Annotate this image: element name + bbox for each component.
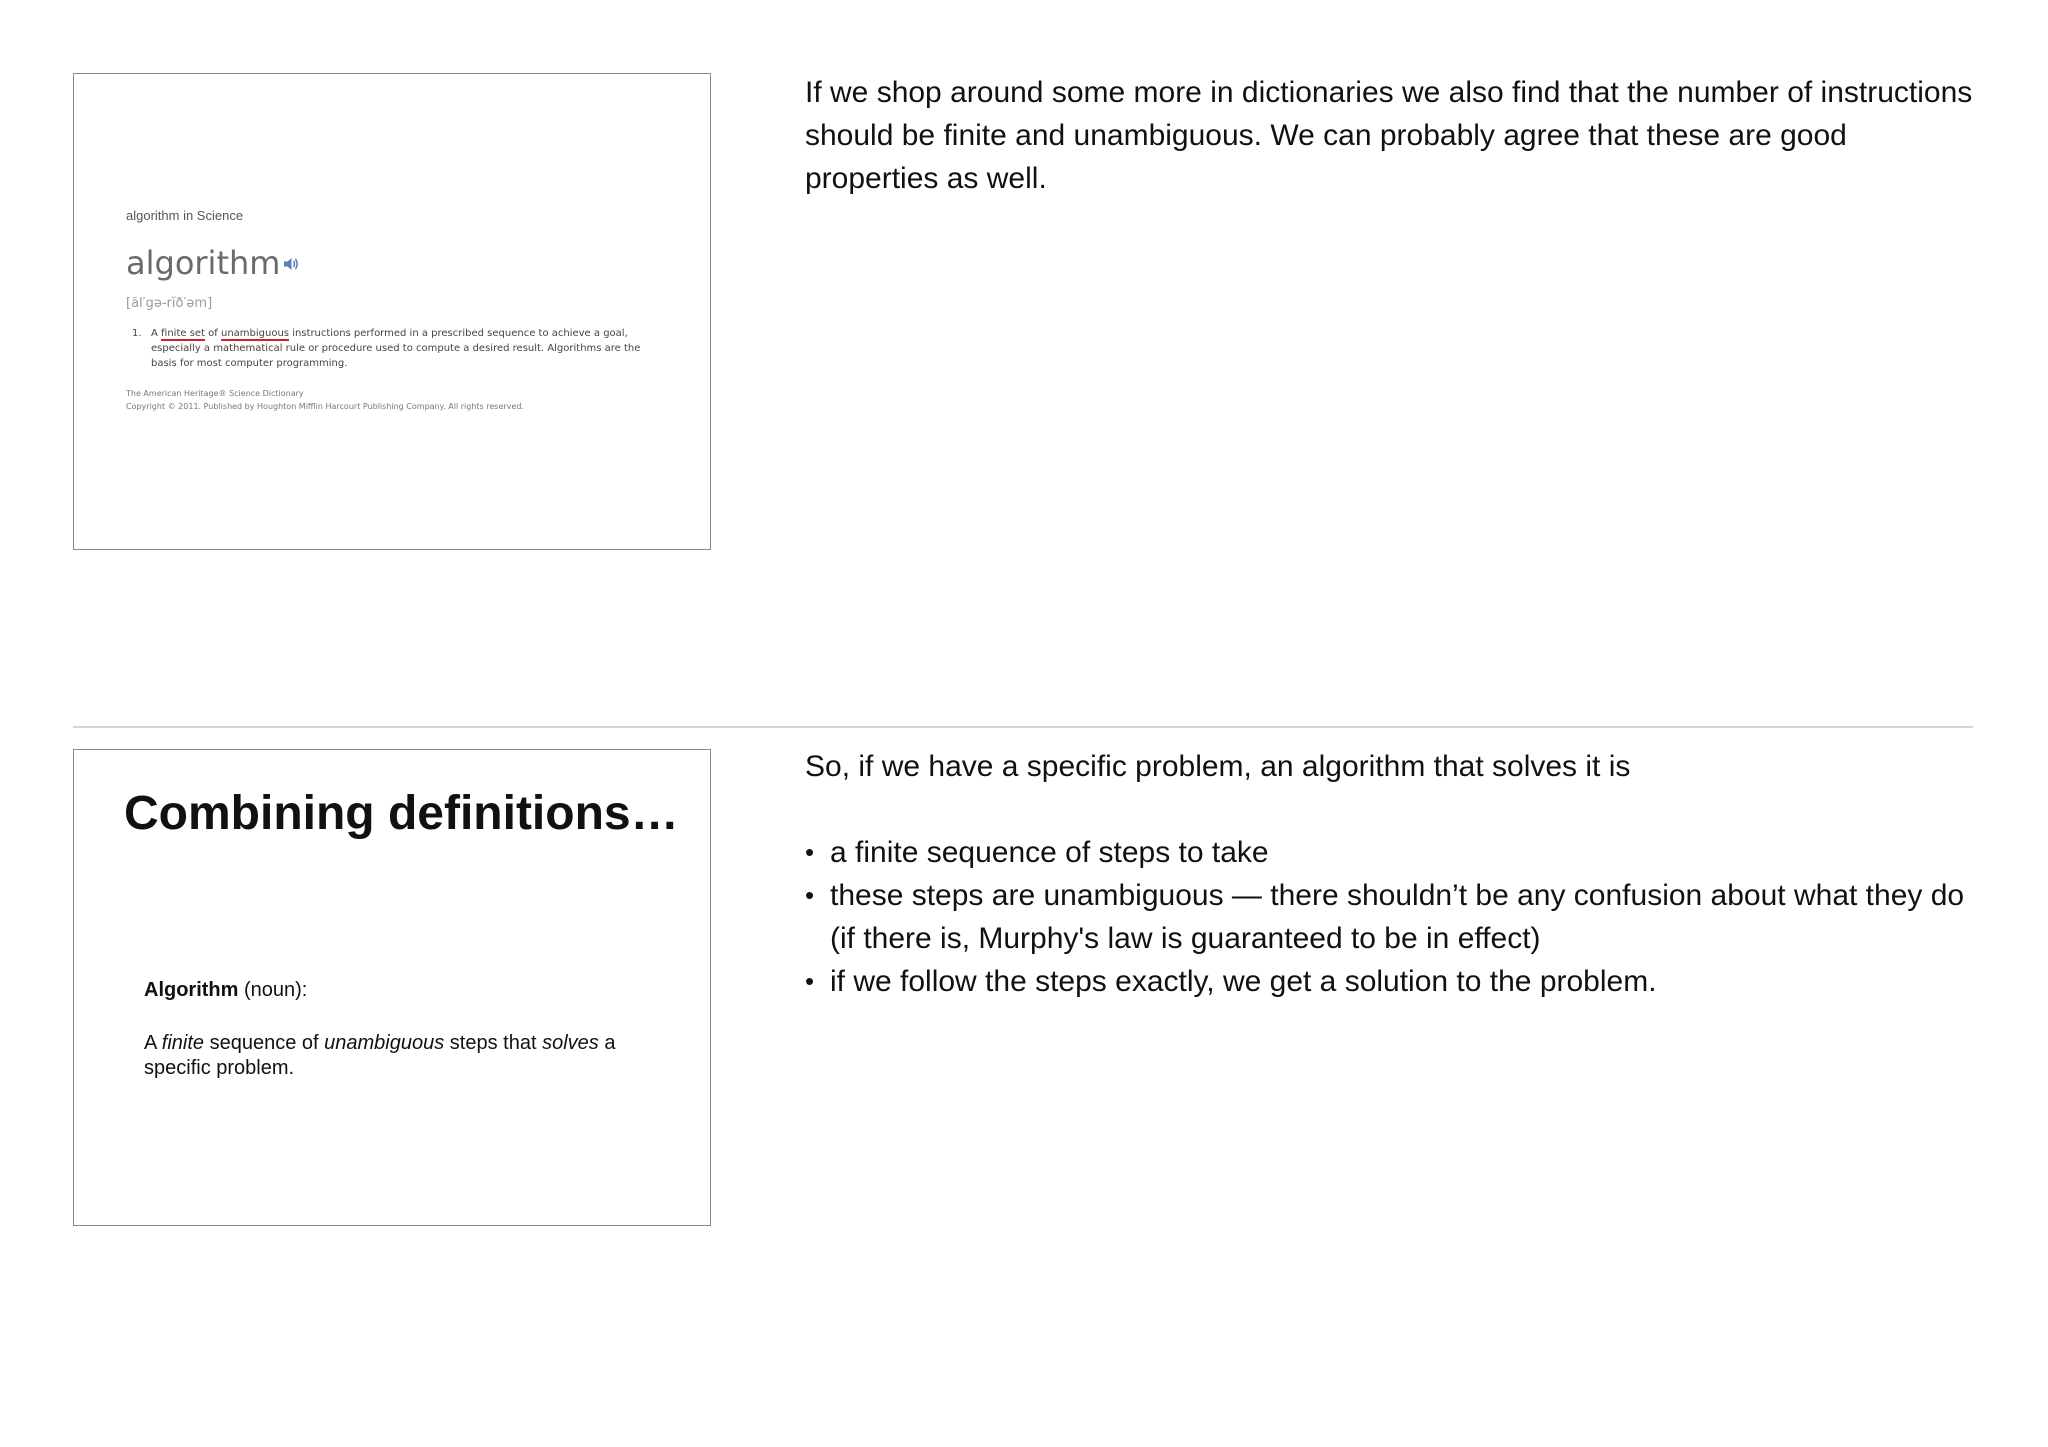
list-item: • if we follow the steps exactly, we get a solution to the problem. <box>805 960 1985 1003</box>
page-divider <box>73 726 1973 728</box>
dictionary-pronunciation: [ăl′gə-rĭð′əm] <box>126 296 213 311</box>
part-of-speech: (noun): <box>238 979 308 1001</box>
slide-title: Combining definitions… <box>124 787 679 840</box>
list-item: • these steps are unambiguous — there shouldn’t be any confusion about what they do (if there is, Murphy's law is guaranteed to be in effect) <box>805 874 1985 960</box>
list-item: • a finite sequence of steps to take <box>805 831 1985 874</box>
underlined-finite-set: finite set <box>161 328 205 339</box>
notes-bullet-list <box>805 831 1985 1003</box>
definition-text: A <box>144 1032 162 1054</box>
credit-line: The American Heritage® Science Dictionary <box>126 389 304 398</box>
presenter-notes-1: If we shop around some more in dictionaries we also find that the number of instructions should be finite and unambiguous. We can probably agree that these are good properties as well. <box>805 76 1973 195</box>
notes-intro: So, if we have a specific problem, an algorithm that solves it is <box>805 750 1631 783</box>
dictionary-definition <box>126 326 666 371</box>
underlined-unambiguous: unambiguous <box>220 328 290 339</box>
emphasis-unambiguous: unambiguous <box>324 1032 445 1054</box>
definition-text: a specific problem. <box>144 1032 616 1079</box>
speaker-icon <box>282 255 300 273</box>
dictionary-credit <box>126 387 524 413</box>
slide-thumbnail-combining-definitions <box>73 749 711 1226</box>
term: Algorithm <box>144 979 239 1001</box>
definition-heading <box>144 979 307 1002</box>
emphasis-finite: finite <box>161 1032 205 1054</box>
dictionary-headword: algorithm <box>126 244 281 282</box>
definition-text: steps that <box>444 1032 543 1054</box>
definition-text: sequence of <box>204 1032 325 1054</box>
definition-body <box>144 1031 644 1081</box>
definition-text: of <box>204 328 221 339</box>
definition-text: A <box>151 328 162 339</box>
definition-number: 1. <box>132 328 142 339</box>
emphasis-solves: solves <box>542 1032 599 1054</box>
copyright-line: Copyright © 2011. Published by Houghton Mifflin Harcourt Publishing Company. All rights reserved. <box>126 402 524 411</box>
presenter-notes-2 <box>805 745 1985 1003</box>
definition-text: instructions performed in a prescribed sequence to achieve a goal, especially a mathematical rule or procedure used to compute a desired result. Algorithms are the basis for most computer programming. <box>151 328 641 369</box>
dictionary-source-label: algorithm in Science <box>126 208 244 223</box>
slide-thumbnail-dictionary <box>73 73 711 550</box>
